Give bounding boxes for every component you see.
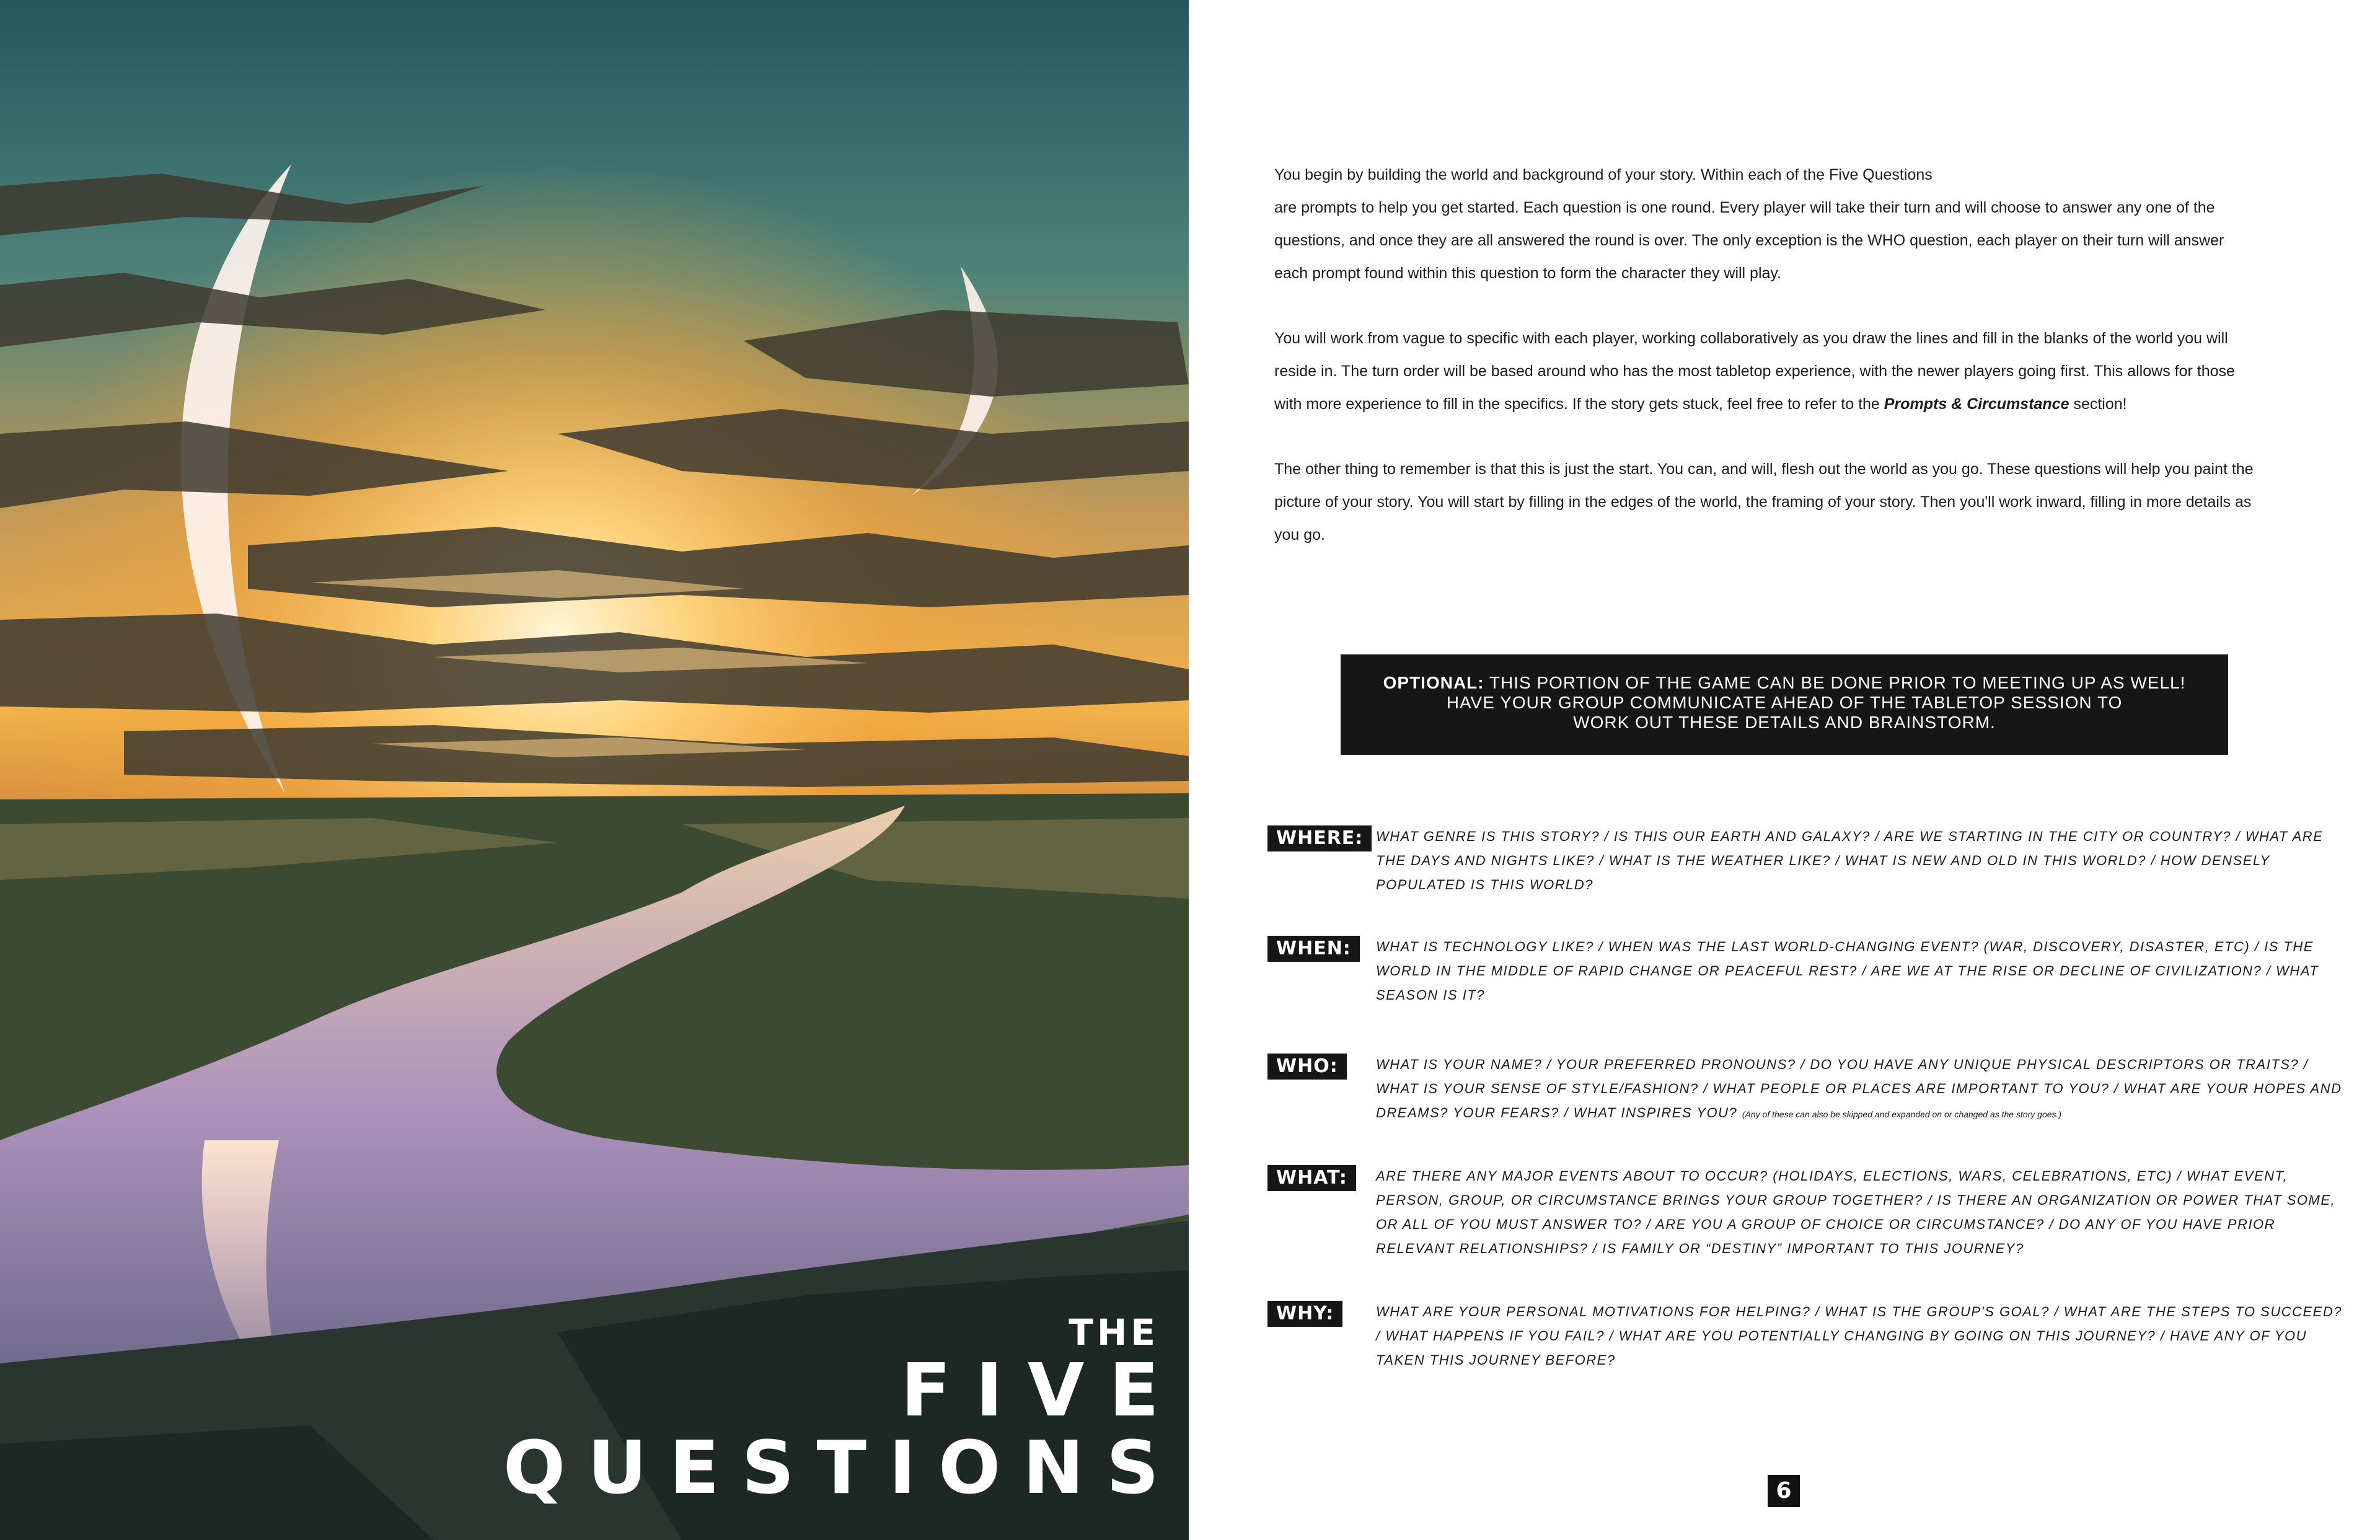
cover-illustration <box>0 0 1189 1540</box>
intro-paragraph-2-end: section! <box>2073 395 2127 413</box>
title-line-questions: QUESTIONS <box>503 1425 1181 1510</box>
question-tag: WHERE: <box>1267 825 1372 851</box>
intro-paragraph-1-rest: are prompts to help you get started. Each question is one round. Every player will take their turn and will choose to answer any one of the questions, and once they are all answered the round is over. The only exception is the WHO question, each player on their turn will answer each prompt found within this question to form the character they will play. <box>1274 199 2224 282</box>
question-prompts-text: WHAT GENRE IS THIS STORY? / IS THIS OUR EARTH AND GALAXY? / ARE WE STARTING IN THE CITY OR COUNTRY? / WHAT ARE THE DAYS AND NIGHTS LIKE? / WHAT IS THE WEATHER LIKE? / WHAT IS NEW AND OLD IN THIS WORLD? / HOW DENSELY POPULATED IS THIS WORLD? <box>1376 829 2324 892</box>
question-prompts <box>1376 1300 2343 1372</box>
question-prompts <box>1376 935 2343 1007</box>
question-prompts <box>1376 1052 2343 1127</box>
question-prompts-text: WHAT IS TECHNOLOGY LIKE? / WHEN WAS THE LAST WORLD-CHANGING EVENT? (WAR, DISCOVERY, DISASTER, ETC) / IS THE WORLD IN THE MIDDLE OF RAPID CHANGE OR PEACEFUL REST? / ARE WE AT THE RISE OR DECLINE OF CIVILIZATION? / WHAT SEASON IS IT? <box>1376 939 2319 1003</box>
intro-paragraph-2 <box>1274 322 2254 421</box>
intro-paragraph-1-lead: You begin by building the world and background of your story. Within each of the Five Questions <box>1274 166 1933 183</box>
question-prompts-text: WHAT IS YOUR NAME? / YOUR PREFERRED PRONOUNS? / DO YOU HAVE ANY UNIQUE PHYSICAL DESCRIPTORS OR TRAITS? / WHAT IS YOUR SENSE OF STYLE/FASHION? / WHAT PEOPLE OR PLACES ARE IMPORTANT TO YOU? / WHAT ARE YOUR HOPES AND DREAMS? YOUR FEARS? / WHAT INSPIRES YOU? <box>1376 1057 2342 1120</box>
title-line-five: FIVE <box>901 1347 1184 1433</box>
optional-label: OPTIONAL: <box>1383 673 1484 692</box>
intro-paragraph-3: The other thing to remember is that this is just the start. You can, and will, flesh out the world as you go. These questions will help you paint the picture of your story. You will start by filling in the edges of the world, the framing of your story. Then you'll work inward, filling in more details as you go. <box>1274 460 2254 543</box>
question-note: (Any of these can also be skipped and expanded on or changed as the story goes.) <box>1742 1109 2062 1119</box>
question-tag: WHY: <box>1267 1301 1342 1327</box>
prompts-circumstance-reference: Prompts & Circumstance <box>1884 395 2069 413</box>
intro-paragraph-2-start: You will work from vague to specific with each player, working collaboratively as you draw the lines and fill in the blanks of the world you will reside in. The turn order will be based around who has the most tabletop experience, with the newer players going first. This allows for those with more experience to fill in the specifics. If the story gets stuck, feel free to refer to the <box>1274 330 2235 413</box>
intro-text <box>1274 159 2254 584</box>
question-prompts <box>1376 824 2343 897</box>
optional-callout <box>1341 654 2228 755</box>
text-page <box>1189 0 2380 1540</box>
question-prompts-text: ARE THERE ANY MAJOR EVENTS ABOUT TO OCCUR? (HOLIDAYS, ELECTIONS, WARS, CELEBRATIONS, ETC) / WHAT EVENT, PERSON, GROUP, OR CIRCUMSTANCE BRINGS YOUR GROUP TOGETHER? / IS THERE AN ORGANIZATION OR POWER THAT SOME, OR ALL OF YOU MUST ANSWER TO? / ARE YOU A GROUP OF CHOICE OR CIRCUMSTANCE? / DO ANY OF YOU HAVE PRIOR RELEVANT RELATIONSHIPS? / IS FAMILY OR “DESTINY” IMPORTANT TO THIS JOURNEY? <box>1376 1168 2336 1256</box>
question-tag: WHEN: <box>1267 936 1360 962</box>
question-prompts <box>1376 1164 2343 1261</box>
intro-paragraph-1 <box>1274 159 2254 290</box>
page-number: 6 <box>1768 1475 1800 1507</box>
title-line-the: THE <box>1069 1311 1159 1353</box>
cover-title <box>503 1311 1184 1510</box>
optional-line-1: THIS PORTION OF THE GAME CAN BE DONE PRIOR TO MEETING UP AS WELL! <box>1489 673 2186 692</box>
question-tag: WHAT: <box>1267 1165 1356 1191</box>
optional-line-2: HAVE YOUR GROUP COMMUNICATE AHEAD OF THE TABLETOP SESSION TO <box>1446 693 2123 712</box>
question-tag: WHO: <box>1267 1054 1347 1080</box>
landscape-painting <box>0 0 1189 1540</box>
question-prompts-text: WHAT ARE YOUR PERSONAL MOTIVATIONS FOR HELPING? / WHAT IS THE GROUP'S GOAL? / WHAT ARE THE STEPS TO SUCCEED? / WHAT HAPPENS IF YOU FAIL? / WHAT ARE YOU POTENTIALLY CHANGING BY GOING ON THIS JOURNEY? / HAVE ANY OF YOU TAKEN THIS JOURNEY BEFORE? <box>1376 1304 2342 1368</box>
optional-line-3: WORK OUT THESE DETAILS AND BRAINSTORM. <box>1573 713 1996 732</box>
